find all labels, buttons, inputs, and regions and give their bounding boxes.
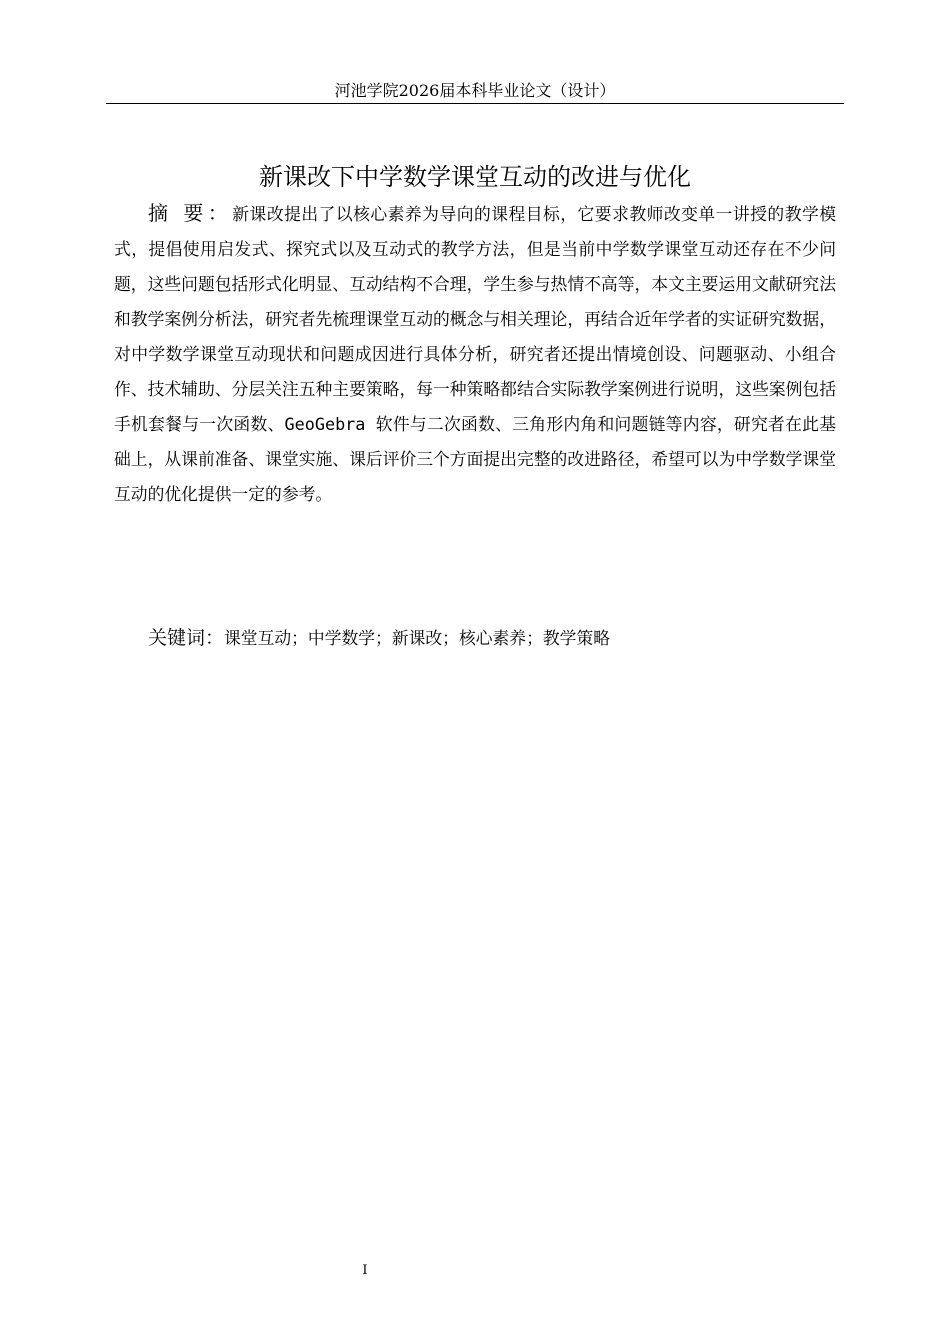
abstract-paragraph [114,196,836,512]
abstract-text: 新课改提出了以核心素养为导向的课程目标，它要求教师改变单一讲授的教学模式，提倡使用启发式、探究式以及互动式的教学方法，但是当前中学数学课堂互动还存在不少问题，这些问题包括形式化明显、互动结构不合理，学生参与热情不高等，本文主要运用文献研究法和教学案例分析法，研究者先梳理课堂互动的概念与相关理论，再结合近年学者的实证研究数据，对中学数学课堂互动现状和问题成因进行具体分析，研究者还提出情境创设、问题驱动、小组合作、技术辅助、分层关注五种主要策略，每一种策略都结合实际教学案例进行说明，这些案例包括手机套餐与一次函数、GeoGebra 软件与二次函数、三角形内角和问题链等内容，研究者在此基础上，从课前准备、课堂实施、课后评价三个方面提出完整的改进路径，希望可以为中学数学课堂互动的优化提供一定的参考。 [114,204,837,504]
keywords-text: 课堂互动；中学数学；新课改；核心素养；教学策略 [224,628,610,648]
running-header: 河池学院2026届本科毕业论文（设计） [334,81,616,100]
page-number: I [362,1263,368,1278]
keywords-label: 关键词： [148,627,225,649]
header-rule [106,103,844,104]
abstract-label: 摘 要： [148,201,233,225]
keywords-paragraph [114,621,836,656]
paper-title: 新课改下中学数学课堂互动的改进与优化 [259,163,691,191]
